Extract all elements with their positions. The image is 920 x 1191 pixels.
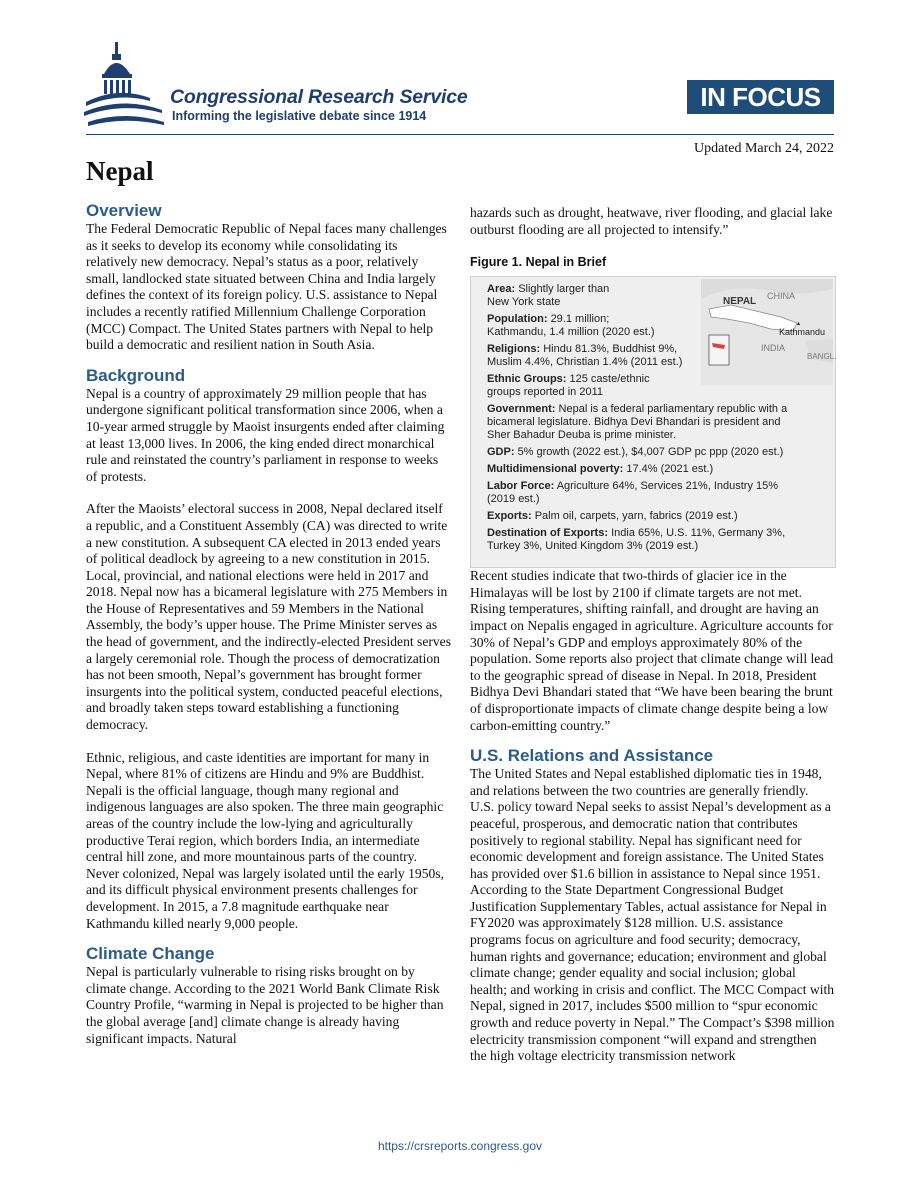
fact-population-cont: Kathmandu, 1.4 million (2020 est.) bbox=[487, 326, 655, 339]
updated-date: Updated March 24, 2022 bbox=[694, 141, 834, 156]
map-graphic bbox=[701, 279, 837, 385]
figure-title: Figure 1. Nepal in Brief bbox=[470, 255, 607, 270]
map-label-kathmandu: Kathmandu bbox=[779, 327, 826, 338]
fact-government-cont-1: bicameral legislature. Bidhya Devi Bhandari is president and bbox=[487, 416, 781, 429]
fact-area-cont: New York state bbox=[487, 296, 561, 309]
left-column bbox=[86, 201, 452, 1047]
fact-government: Government: Nepal is a federal parliamentary republic with a bbox=[487, 403, 788, 416]
climate-paragraph-2: Recent studies indicate that two-thirds of glacier ice in the Himalayas will be lost by 2100 if climate targets are not met. Rising temperatures, shifting rainfall, and drought are having an impact on Nepalis engaged in agriculture. Agriculture accounts for 30% of Nepal’s GDP and employs approximately 80% of the population. Some reports also project that climate change will lead to the geographic spread of disease in Nepal. In 2018, President Bidhya Devi Bhandari stated that “We have been bearing the brunt of disproportionate impacts of climate change despite being a low carbon-emitting country.” bbox=[470, 568, 834, 733]
climate-heading: Climate Change bbox=[86, 944, 215, 964]
header-rule bbox=[86, 134, 834, 135]
map-label-nepal: NEPAL bbox=[723, 296, 757, 308]
right-column bbox=[470, 205, 836, 1065]
nepal-in-brief-figure bbox=[470, 276, 836, 568]
map-label-bangladesh: BANGL. bbox=[807, 352, 837, 362]
fact-export-destinations-cont: Turkey 3%, United Kingdom 3% (2019 est.) bbox=[487, 540, 699, 553]
overview-heading: Overview bbox=[86, 201, 162, 220]
background-paragraph-2: After the Maoists’ electoral success in 2008, Nepal declared itself a republic, and a Constituent Assembly (CA) was directed to write a new constitution. A subsequent CA elected in 2013 ended years of political deadlock by agreeing to a new constitution in 2015. Local, provincial, and national elections were held in 2017 and 2018. Nepal now has a bicameral legislature with 275 Members in the House of Representatives and 59 Members in the National Assembly, the body’s upper house. The Prime Minister serves as the head of government, and the indirectly-elected President serves a largely ceremonial role. Though the process of democratization has not been smooth, Nepal’s government has brought former insurgents into the political system, conducted peaceful elections, and broadly taken steps toward establishing a functioning democracy. bbox=[86, 501, 452, 733]
fact-labor-force-cont: (2019 est.) bbox=[487, 493, 540, 506]
fact-ethnic-groups-cont: groups reported in 2011 bbox=[487, 386, 603, 399]
fact-exports: Exports: Palm oil, carpets, yarn, fabrics (2019 est.) bbox=[487, 510, 738, 523]
map-label-china: CHINA bbox=[767, 291, 796, 302]
relations-heading: U.S. Relations and Assistance bbox=[470, 746, 714, 766]
background-paragraph-1: Nepal is a country of approximately 29 million people that has undergone significant political transformation since 2006, when a 10-year armed struggle by Maoist insurgents ended after claiming at least 13,000 lives. In 2006, the king ended direct monarchical rule and reinstated the country’s parliament in response to weeks of protests. bbox=[86, 385, 445, 484]
fact-labor-force: Labor Force: Agriculture 64%, Services 21%, Industry 15% bbox=[487, 480, 779, 493]
climate-paragraph-1-continued: hazards such as drought, heatwave, river flooding, and glacial lake outburst flooding are all projected to intensify.” bbox=[470, 205, 833, 237]
fact-population: Population: 29.1 million; bbox=[487, 313, 610, 326]
map-label-india: INDIA bbox=[761, 343, 786, 354]
fact-religions: Religions: Hindu 81.3%, Buddhist 9%, bbox=[487, 343, 678, 356]
overview-paragraph: The Federal Democratic Republic of Nepal faces many challenges as it seeks to develop its economy while consolidating its relatively new democracy. Nepal’s status as a poor, relatively small, landlocked state situated between China and India largely defines the context of its foreign policy. U.S. assistance to Nepal includes a recently ratified Millennium Challenge Corporation (MCC) Compact. The United States partners with Nepal to help build a democratic and resilient nation in South Asia. bbox=[86, 221, 447, 353]
fact-ethnic-groups: Ethnic Groups: 125 caste/ethnic bbox=[487, 373, 650, 386]
fact-government-cont-2: Sher Bahadur Deuba is prime minister. bbox=[487, 429, 676, 442]
climate-paragraph-1: Nepal is particularly vulnerable to rising risks brought on by climate change. According to the 2021 World Bank Climate Risk Country Profile, “warming in Nepal is projected to be higher than the global average [and] climate change is already having significant impacts. Natural bbox=[86, 964, 444, 1046]
fact-area: Area: Slightly larger than bbox=[487, 283, 610, 296]
background-heading: Background bbox=[86, 365, 186, 385]
background-paragraph-3: Ethnic, religious, and caste identities are important for many in Nepal, where 81% of citizens are Hindu and 9% are Buddhist. Nepali is the official language, though many regional and indigenous languages are also spoken. The three main geographic areas of the country include the low-lying and agriculturally productive Terai region, which borders India, an intermediate central hill zone, and more mountainous parts of the country. Never colonized, Nepal was largely isolated until the early 1950s, and its difficult physical environment presents challenges for development. In 2015, a 7.8 magnitude earthquake near Kathmandu killed nearly 9,000 people. bbox=[86, 749, 444, 931]
fact-poverty: Multidimensional poverty: 17.4% (2021 est.) bbox=[487, 463, 714, 476]
org-tagline: Informing the legislative debate since 1914 bbox=[172, 109, 427, 123]
fact-religions-cont: Muslim 4.4%, Christian 1.4% (2011 est.) bbox=[487, 356, 683, 369]
fact-export-destinations: Destination of Exports: India 65%, U.S. 11%, Germany 3%, bbox=[487, 527, 786, 540]
org-name: Congressional Research Service bbox=[170, 86, 468, 108]
nepal-map bbox=[701, 279, 837, 385]
capitol-dome-logo bbox=[82, 40, 166, 130]
page-title: Nepal bbox=[86, 156, 154, 186]
footer-url-link[interactable]: https://crsreports.congress.gov bbox=[377, 1139, 543, 1153]
in-focus-badge: IN FOCUS bbox=[687, 80, 834, 114]
relations-paragraph: The United States and Nepal established diplomatic ties in 1948, and relations between the two countries are generally friendly. U.S. policy toward Nepal seeks to assist Nepal’s development as a peaceful, prosperous, and democratic nation that contributes positively to regional stability. Nepal has significant need for economic development and foreign assistance. The United States has provided over $1.6 billion in assistance to Nepal since 1951. According to the State Department Congressional Budget Justification Supplementary Tables, actual assistance for Nepal in FY2020 was approximately $128 million. U.S. assistance programs focus on agriculture and food security; democracy, human rights and governance; education; environment and global climate change; gender equality and social inclusion; global health; and working in crisis and conflict. The MCC Compact with Nepal, signed in 2017, includes $500 million to “spur economic growth and reduce poverty in Nepal.” The Compact’s $398 million electricity transmission component “will expand and strengthen the high voltage electricity transmission network bbox=[470, 766, 835, 1064]
page-header bbox=[0, 0, 920, 160]
fact-gdp: GDP: 5% growth (2022 est.), $4,007 GDP pc ppp (2020 est.) bbox=[487, 446, 784, 459]
